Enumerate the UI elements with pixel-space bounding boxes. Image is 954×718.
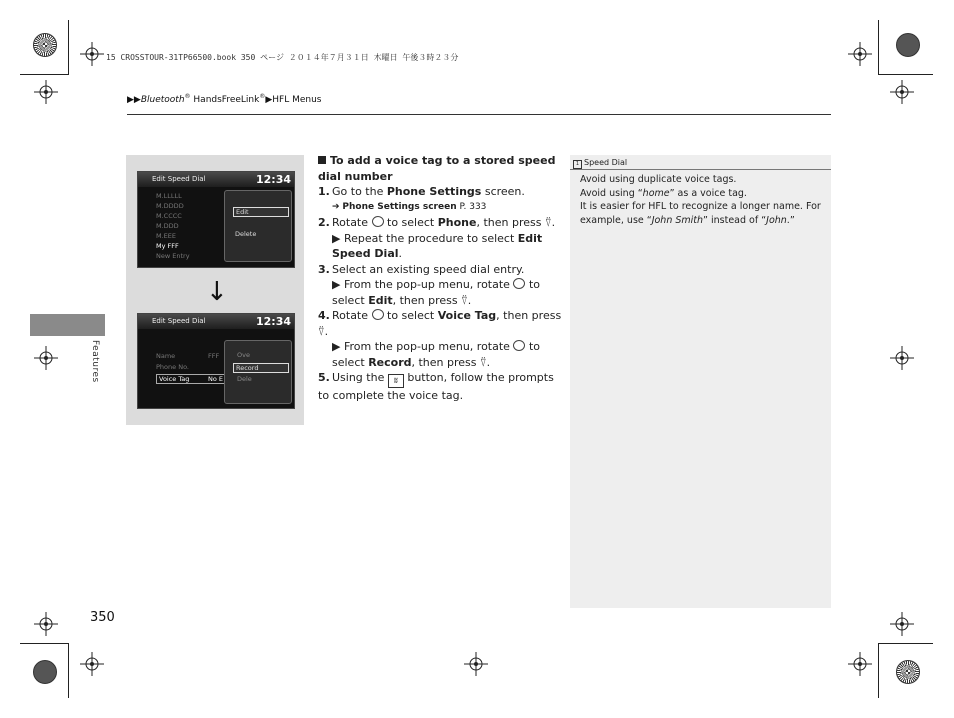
crop-mark: [878, 643, 879, 698]
registration-mark-icon: [34, 346, 58, 370]
color-bar-icon: [33, 660, 57, 684]
screen-title: Edit Speed Dial: [152, 317, 206, 325]
list-item-value: FFF: [208, 352, 220, 360]
step-3: [318, 262, 563, 278]
popup-item-delete: Dele: [237, 375, 252, 383]
step-text: From the pop-up menu, rotate: [343, 278, 514, 291]
print-header: 15 CROSSTOUR-31TP66500.book 350 ページ ２０１４年７月３１日 木曜日 午後３時２３分: [106, 53, 459, 62]
reference-arrow-icon: ➔: [332, 201, 340, 212]
interface-dial-icon: [372, 309, 384, 320]
instruction-steps: [318, 153, 563, 404]
section-tab-label: Features: [90, 340, 100, 383]
step-number: 4.: [318, 309, 330, 322]
step-emphasis: Phone: [437, 216, 477, 229]
step-emphasis: Record: [368, 355, 412, 369]
sidebar-emphasis: John Smith: [651, 214, 704, 226]
substep-arrow-icon: ▶: [332, 278, 344, 291]
interface-dial-icon: [513, 340, 525, 351]
popup-menu: [224, 190, 292, 262]
list-item-value: No E: [207, 375, 223, 383]
registration-mark-icon: [80, 42, 104, 66]
registration-mark-icon: [464, 652, 488, 676]
sidebar-text: ” as a voice tag.: [669, 187, 747, 199]
screen-clock: 12:34: [255, 173, 291, 186]
step-2: [318, 215, 563, 231]
substep-arrow-icon: ▶: [332, 231, 344, 245]
popup-item-delete: Delete: [235, 230, 257, 238]
list-item: My FFF: [156, 242, 179, 250]
square-bullet-icon: [318, 156, 326, 164]
list-item: Name: [156, 352, 176, 360]
substep: [318, 277, 563, 308]
step-number: 1.: [318, 185, 330, 198]
interface-dial-icon: [372, 216, 384, 227]
screen-header: [138, 172, 294, 187]
step-number: 3.: [318, 262, 330, 276]
press-dial-icon: ⍢: [480, 355, 487, 369]
sidebar-heading: [570, 155, 831, 170]
step-emphasis: Edit: [368, 293, 393, 307]
crop-mark: [878, 20, 879, 75]
sidebar-emphasis: home: [642, 187, 670, 199]
step-text: Repeat the procedure to select: [343, 231, 518, 245]
list-item: M.EEE: [156, 232, 176, 240]
page-number: 350: [90, 610, 115, 625]
press-dial-icon: ⍢: [461, 293, 468, 307]
substep: [318, 339, 563, 370]
list-item: M.CCCC: [156, 212, 182, 220]
sidebar-line: [580, 200, 825, 227]
breadcrumb-arrow-icon: ▶▶: [127, 95, 141, 105]
down-arrow-icon: ↓: [206, 277, 228, 307]
screen-edit-speed-dial-entry: [137, 313, 295, 409]
list-item: M.DDD: [156, 222, 179, 230]
sidebar-text: It is easier for HFL to recognize a longer name. For example, use “: [580, 201, 821, 226]
step-emphasis: Edit Speed Dial: [332, 231, 543, 260]
registration-mark-icon: [848, 42, 872, 66]
step-text: Go to the: [332, 185, 387, 198]
step-text: .: [324, 324, 329, 338]
header-rule: [127, 114, 831, 115]
step-text: to select: [332, 278, 540, 307]
step-text: .: [551, 216, 556, 229]
registration-mark-icon: [80, 652, 104, 676]
crop-mark: [878, 74, 933, 75]
step-text: .: [398, 247, 403, 260]
step-text: , then press: [411, 355, 481, 369]
step-text: Rotate: [332, 309, 372, 322]
list-item-label: Voice Tag: [159, 375, 190, 383]
screen-edit-speed-dial-list: [137, 171, 295, 268]
crop-mark: [878, 643, 933, 644]
reference-page: P. 333: [456, 201, 487, 212]
list-item: [156, 374, 226, 384]
step-text: .: [486, 355, 491, 369]
crop-mark: [68, 643, 69, 698]
step-text: to select: [383, 309, 438, 322]
interface-dial-icon: [513, 278, 525, 289]
step-text: , then press: [496, 309, 562, 322]
screen-title: Edit Speed Dial: [152, 175, 206, 183]
sidebar-emphasis: John: [766, 214, 787, 226]
step-4: [318, 308, 563, 339]
step-number: 2.: [318, 216, 330, 229]
breadcrumb-part: HandsFreeLink: [190, 95, 260, 105]
sidebar-line: Avoid using duplicate voice tags.: [580, 174, 737, 185]
reference-label: Phone Settings screen: [342, 201, 457, 212]
color-bar-icon: [33, 33, 57, 57]
crop-mark: [20, 643, 68, 644]
breadcrumb: [127, 93, 321, 105]
step-text: , then press: [392, 293, 462, 307]
list-item: New Entry: [156, 252, 190, 260]
screen-header: [138, 314, 294, 329]
screen-clock: 12:34: [255, 315, 291, 328]
sidebar-body: [580, 173, 825, 227]
step-text: Rotate: [332, 216, 372, 229]
step-text: Using the: [332, 371, 388, 384]
step-number: 5.: [318, 371, 330, 384]
sidebar-line: [580, 187, 825, 201]
step-text: button, follow the prompts to complete the voice tag.: [318, 371, 554, 402]
popup-menu: [224, 340, 292, 404]
popup-item-edit: Edit: [233, 207, 289, 217]
registration-mark-icon: [890, 346, 914, 370]
color-bar-icon: [896, 33, 920, 57]
step-5: [318, 370, 563, 404]
sidebar-text: Avoid using “: [580, 187, 643, 199]
step-text: , then press: [476, 216, 545, 229]
breadcrumb-part: Bluetooth: [140, 95, 185, 105]
sidebar-text: ” instead of “: [703, 214, 767, 226]
registration-mark-icon: [890, 80, 914, 104]
section-tab: [30, 314, 105, 336]
list-item: Phone No.: [156, 363, 189, 371]
registration-mark-icon: [34, 80, 58, 104]
substep-arrow-icon: ▶: [332, 340, 344, 353]
step-emphasis: Voice Tag: [437, 309, 497, 322]
registered-mark: ®: [259, 93, 266, 100]
step-text: Select an existing speed dial entry.: [332, 262, 525, 276]
step-text: .: [467, 293, 472, 307]
breadcrumb-part: HFL Menus: [272, 95, 322, 105]
registration-mark-icon: [34, 612, 58, 636]
popup-item-record: Record: [233, 363, 289, 373]
registration-mark-icon: [848, 652, 872, 676]
step-text: From the pop-up menu, rotate: [343, 340, 514, 353]
list-item: M.LLLLL: [156, 192, 182, 200]
color-bar-icon: [896, 660, 920, 684]
step-text: screen.: [481, 185, 525, 198]
note-marker-icon: 1: [573, 160, 582, 169]
registered-mark: ®: [184, 93, 191, 100]
sidebar-text: .”: [786, 214, 795, 226]
registration-mark-icon: [890, 612, 914, 636]
breadcrumb-arrow-icon: ▶: [265, 95, 273, 105]
crop-mark: [20, 74, 68, 75]
figure-panel: [126, 155, 304, 425]
instructions-heading: [318, 153, 563, 184]
popup-item-overwrite: Ove: [237, 351, 250, 359]
crop-mark: [68, 20, 69, 75]
sidebar-heading-text: Speed Dial: [584, 158, 628, 167]
talk-button-icon: ʬ: [388, 374, 404, 388]
step-text: to select: [332, 340, 540, 369]
step-emphasis: Phone Settings: [386, 185, 482, 198]
step-text: to select: [383, 216, 438, 229]
heading-text: To add a voice tag to a stored speed dial number: [318, 154, 556, 183]
substep: [318, 231, 563, 262]
press-dial-icon: ⍢: [545, 216, 552, 229]
step-1: [318, 184, 563, 200]
list-item: M.DDDD: [156, 202, 184, 210]
press-dial-icon: ⍢: [318, 324, 325, 338]
cross-reference: [318, 200, 563, 216]
